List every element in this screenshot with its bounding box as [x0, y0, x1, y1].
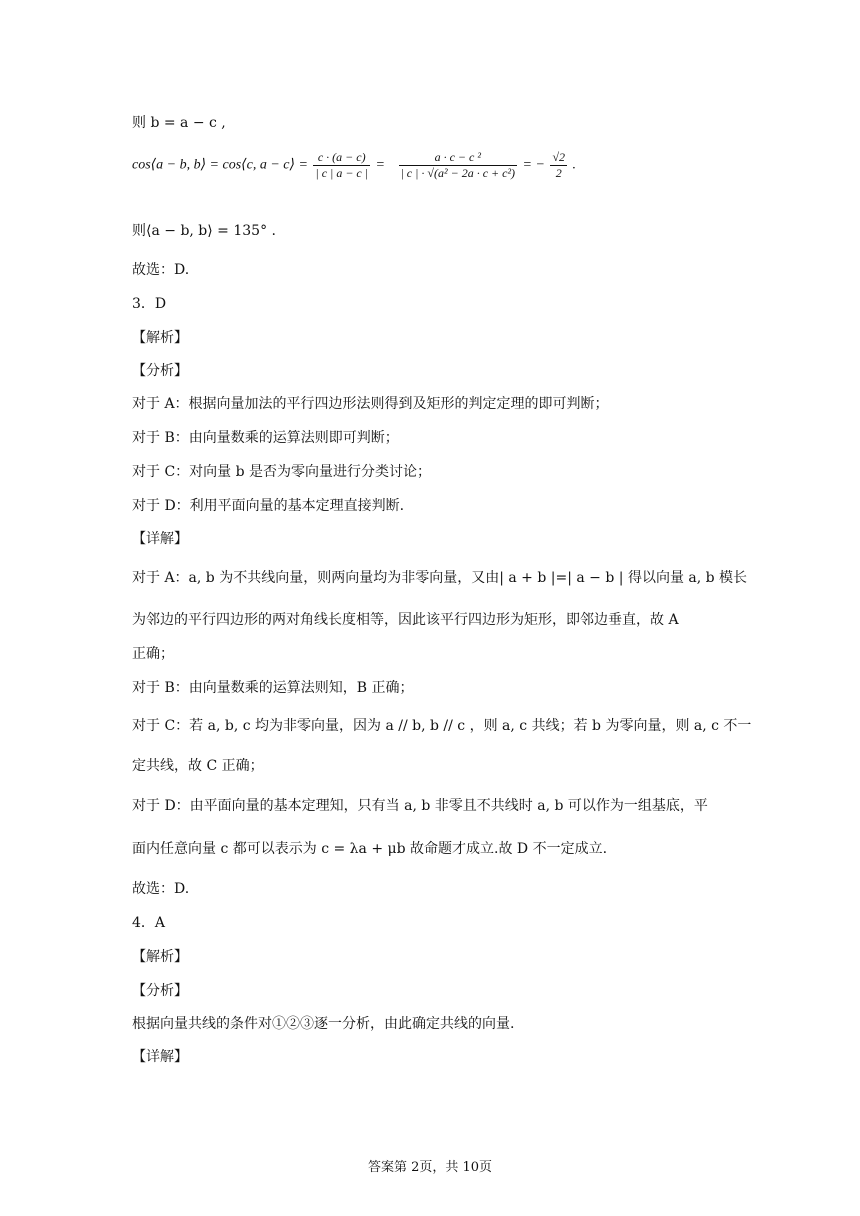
line-3: 故选：D. — [132, 262, 190, 278]
line-22: 【解析】 — [132, 949, 188, 965]
line-14: 正确； — [132, 646, 174, 662]
line-9: 对于 C：对向量 b 是否为零向量进行分类讨论； — [132, 464, 432, 480]
fraction-2-numerator: a · c − c ² — [399, 150, 518, 166]
fraction-3-numerator: √2 — [552, 150, 566, 164]
line-6: 【分析】 — [132, 363, 188, 379]
page-footer: 答案第 2页，共 10页 — [367, 1160, 493, 1175]
formula-equals: = — [375, 157, 385, 173]
line-7: 对于 A：根据向量加法的平行四边形法则得到及矩形的判定定理的即可判断； — [132, 396, 609, 412]
line-13: 为邻边的平行四边形的两对角线长度相等，因此该平行四边形为矩形，即邻边垂直，故 A — [132, 612, 679, 628]
line-5: 【解析】 — [132, 330, 188, 346]
line-12: 对于 A：a, b 为不共线向量，则两向量均为非零向量，又由| a + b |=| a − b | 得以向量 a, b 模长 — [132, 570, 748, 586]
fraction-1 — [313, 150, 370, 181]
line-2: 则⟨a − b, b⟩ = 135° . — [132, 223, 276, 239]
formula-lhs: cos⟨a − b, b⟩ = cos⟨c, a − c⟩ = — [132, 157, 308, 173]
line-4: 3．D — [132, 296, 167, 312]
line-8: 对于 B：由向量数乘的运算法则即可判断； — [132, 430, 399, 446]
fraction-1-numerator: c · (a − c) — [313, 150, 370, 166]
line-25: 【详解】 — [132, 1049, 188, 1065]
fraction-1-denominator: | c | a − c | — [315, 166, 369, 180]
line-10: 对于 D：利用平面向量的基本定理直接判断. — [132, 498, 405, 514]
cos-formula — [132, 150, 576, 181]
fraction-3-denominator: 2 — [555, 166, 562, 180]
line-17: 定共线，故 C 正确； — [132, 758, 264, 774]
fraction-3 — [550, 150, 567, 181]
line-15: 对于 B：由向量数乘的运算法则知，B 正确； — [132, 680, 414, 696]
line-18: 对于 D：由平面向量的基本定理知，只有当 a, b 非零且不共线时 a, b 可以作为一组基底，平 — [132, 798, 708, 814]
line-11: 【详解】 — [132, 531, 188, 547]
line-24: 根据向量共线的条件对①②③逐一分析，由此确定共线的向量. — [132, 1016, 515, 1032]
line-19: 面内任意向量 c 都可以表示为 c = λa + μb 故命题才成立.故 D 不一定成立. — [132, 841, 608, 857]
line-16: 对于 C：若 a, b, c 均为非零向量，因为 a // b, b // c ，则 a, c 共线；若 b 为零向量，则 a, c 不一 — [132, 718, 752, 734]
formula-equals-neg: = − — [522, 157, 545, 173]
line-23: 【分析】 — [132, 983, 188, 999]
formula-end: . — [572, 157, 577, 173]
fraction-2-denominator: | c | · √(a² − 2a · c + c²) — [400, 166, 516, 180]
line-0: 则 b = a − c , — [132, 115, 226, 131]
line-21: 4．A — [132, 915, 166, 931]
line-20: 故选：D. — [132, 881, 190, 897]
fraction-2 — [399, 150, 518, 181]
